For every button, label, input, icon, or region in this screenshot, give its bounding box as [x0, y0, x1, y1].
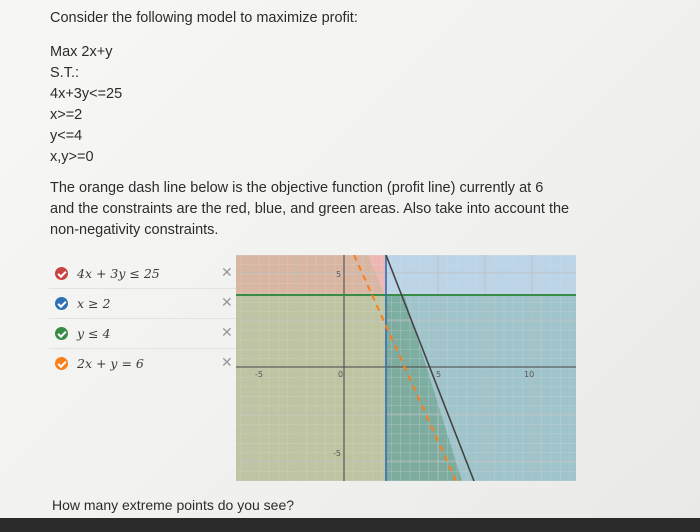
- constraint-1: 4x+3y<=25: [50, 86, 123, 102]
- y-tick-label: -5: [333, 449, 341, 458]
- x-tick-label: 5: [436, 370, 442, 379]
- check-icon[interactable]: [55, 327, 68, 340]
- subject-to-text: S.T.:: [50, 65, 80, 81]
- expression-row[interactable]: [49, 288, 237, 319]
- close-icon[interactable]: ✕: [221, 325, 233, 341]
- expression-row[interactable]: [49, 318, 237, 349]
- expression-row[interactable]: [49, 348, 237, 378]
- constraint-3: y<=4: [50, 128, 83, 144]
- y-tick-label: 5: [336, 270, 342, 279]
- expression-text[interactable]: y ≤ 4: [77, 325, 111, 341]
- bottom-bar: [0, 518, 700, 532]
- description-paragraph: The orange dash line below is the objective function (profit line) currently at 6 and the constraints are the red, blue, and green areas. Also take into account the non-negativity constraints.: [50, 180, 570, 238]
- expression-text[interactable]: 4x + 3y ≤ 25: [77, 265, 160, 281]
- close-icon[interactable]: ✕: [221, 265, 233, 281]
- expression-text[interactable]: x ≥ 2: [77, 295, 111, 311]
- close-icon[interactable]: ✕: [221, 295, 233, 311]
- check-icon[interactable]: [55, 297, 68, 310]
- constraint-4: x,y>=0: [50, 149, 94, 165]
- problem-heading: Consider the following model to maximize profit:: [50, 10, 358, 26]
- constraint-2: x>=2: [50, 107, 83, 123]
- x-tick-label: -5: [255, 370, 263, 379]
- objective-text: Max 2x+y: [50, 44, 113, 60]
- check-icon[interactable]: [55, 267, 68, 280]
- check-icon[interactable]: [55, 357, 68, 370]
- expression-text[interactable]: 2x + y = 6: [77, 355, 144, 371]
- question-text: How many extreme points do you see?: [52, 497, 295, 513]
- close-icon[interactable]: ✕: [221, 355, 233, 371]
- x-tick-label: 0: [338, 370, 344, 379]
- expression-list: [49, 258, 237, 378]
- graph-canvas[interactable]: [236, 255, 576, 481]
- expression-row[interactable]: [49, 258, 237, 289]
- x-tick-label: 10: [524, 370, 535, 379]
